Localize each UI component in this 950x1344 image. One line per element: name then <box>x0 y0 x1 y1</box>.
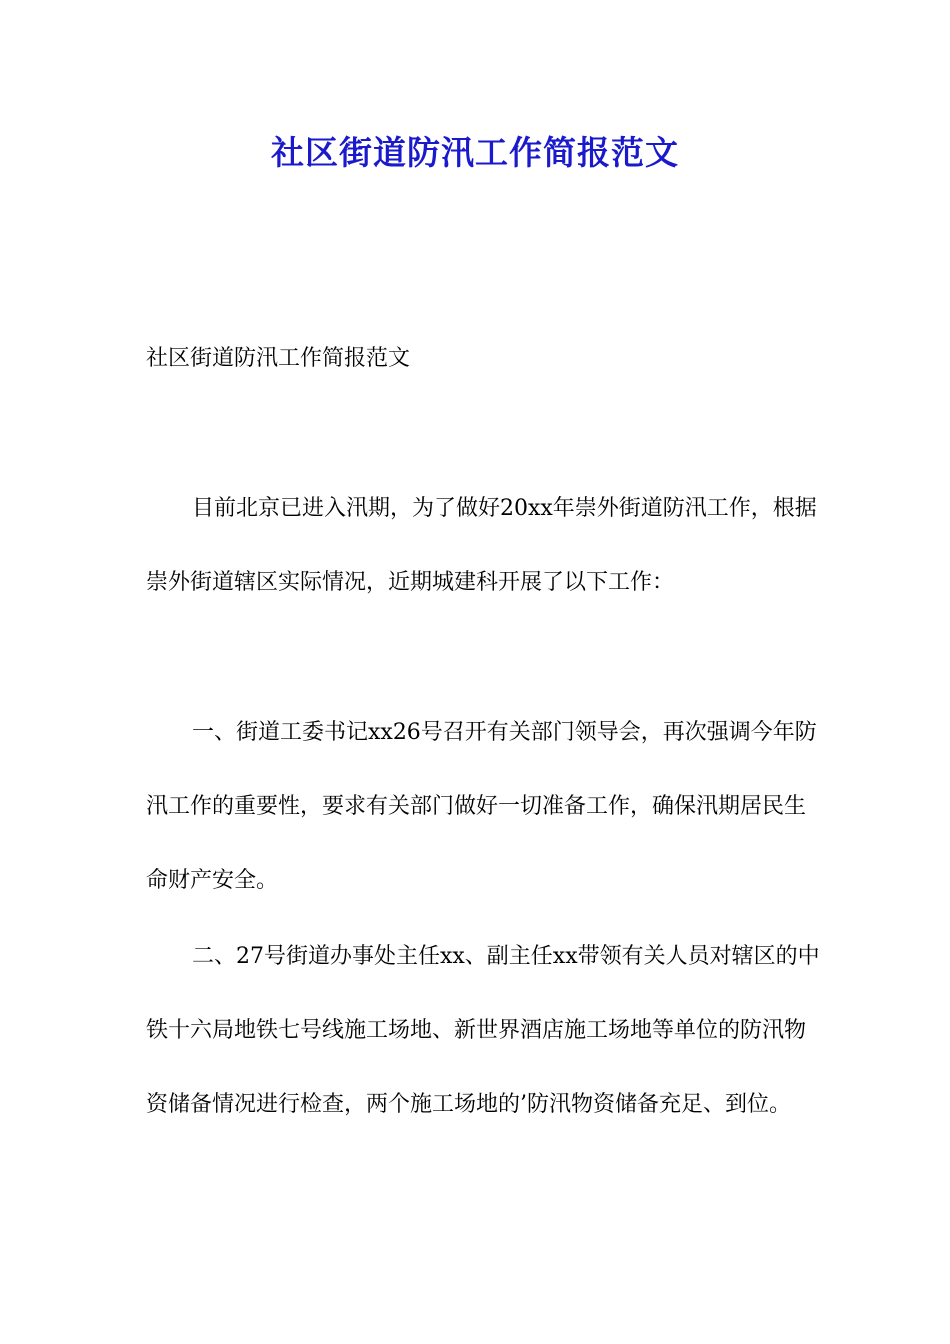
paragraph-item-1: 一、街道工委书记xx26号召开有关部门领导会，再次强调今年防汛工作的重要性，要求有关部门做好一切准备工作，确保汛期居民生命财产安全。 <box>146 720 817 893</box>
paragraph-intro: 目前北京已进入汛期，为了做好20xx年崇外街道防汛工作，根据崇外街道辖区实际情况，近期城建科开展了以下工作： <box>146 496 817 595</box>
paragraph-item-2: 二、27号街道办事处主任xx、副主任xx带领有关人员对辖区的中铁十六局地铁七号线施工场地、新世界酒店施工场地等单位的防汛物资储备情况进行检查，两个施工场地的’防汛物资储备充足、到位。 <box>146 944 820 1117</box>
document-title: 社区街道防汛工作简报范文 <box>271 133 679 172</box>
document-subtitle: 社区街道防汛工作简报范文 <box>146 346 411 371</box>
